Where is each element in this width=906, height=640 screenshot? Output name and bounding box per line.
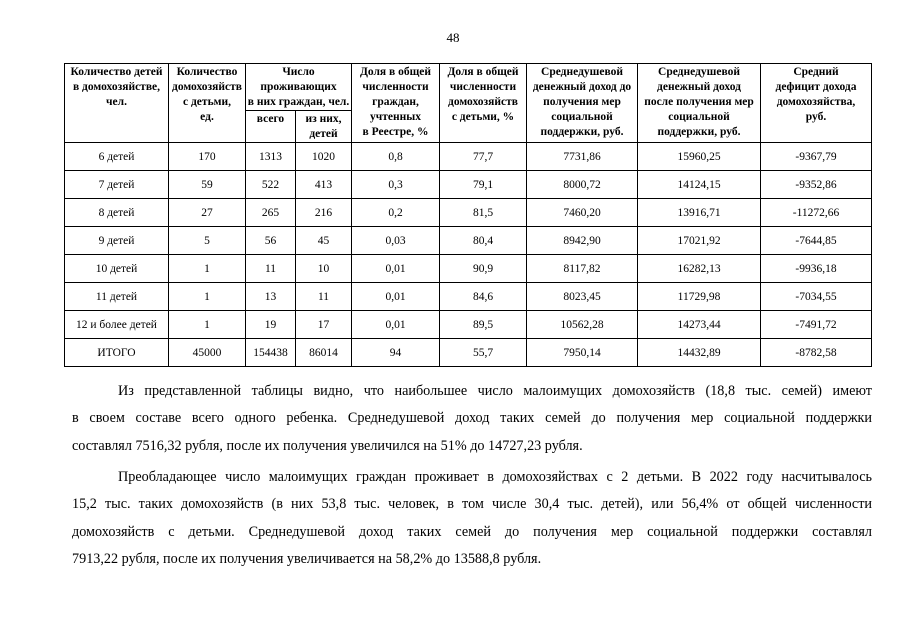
cell-share-households: 90,9 — [440, 255, 527, 283]
cell-share-households: 77,7 — [440, 143, 527, 171]
paragraph-line: домохозяйств с детьми. Среднедушевой доход таких семей до получения мер социальной поддержки составлял — [72, 523, 872, 540]
cell-share-citizens: 0,3 — [352, 171, 440, 199]
cell-income-after: 11729,98 — [638, 283, 761, 311]
cell-households: 27 — [169, 199, 246, 227]
cell-total: 154438 — [246, 339, 296, 367]
paragraph-line: Преобладающее число малоимущих граждан проживает в домохозяйствах с 2 детьми. В 2022 году насчитывалось — [118, 469, 872, 485]
cell-total: 522 — [246, 171, 296, 199]
table-row — [65, 311, 872, 339]
cell-label: 7 детей — [65, 171, 169, 199]
cell-deficit: -7491,72 — [761, 311, 872, 339]
header-share-households: Доля в общей численности домохозяйств с детьми, % — [440, 64, 527, 143]
cell-share-citizens: 94 — [352, 339, 440, 367]
cell-income-after: 17021,92 — [638, 227, 761, 255]
cell-income-before: 7460,20 — [527, 199, 638, 227]
table-row — [65, 227, 872, 255]
cell-share-citizens: 0,01 — [352, 255, 440, 283]
cell-total: 19 — [246, 311, 296, 339]
cell-children: 10 — [296, 255, 352, 283]
header-residents-group: Число проживающих в них граждан, чел. — [246, 64, 352, 111]
paragraph-two-children — [72, 464, 872, 573]
cell-deficit: -7644,85 — [761, 227, 872, 255]
cell-share-citizens: 0,2 — [352, 199, 440, 227]
header-residents-total: всего — [246, 111, 296, 143]
cell-total: 56 — [246, 227, 296, 255]
cell-share-citizens: 0,01 — [352, 311, 440, 339]
header-income-after: Среднедушевой денежный доход после получения мер социальной поддержки, руб. — [638, 64, 761, 143]
cell-households: 170 — [169, 143, 246, 171]
cell-label: 6 детей — [65, 143, 169, 171]
cell-income-after: 15960,25 — [638, 143, 761, 171]
cell-deficit: -9936,18 — [761, 255, 872, 283]
cell-deficit: -7034,55 — [761, 283, 872, 311]
cell-income-after: 14273,44 — [638, 311, 761, 339]
header-share-citizens: Доля в общей численности граждан, учтенных в Реестре, % — [352, 64, 440, 143]
cell-share-households: 55,7 — [440, 339, 527, 367]
header-households: Количество домохозяйств с детьми, ед. — [169, 64, 246, 143]
cell-children: 86014 — [296, 339, 352, 367]
cell-income-before: 8023,45 — [527, 283, 638, 311]
paragraph-line: 7913,22 рубля, после их получения увеличивается на 58,2% до 13588,8 рубля. — [72, 550, 542, 567]
cell-total: 265 — [246, 199, 296, 227]
cell-income-before: 7731,86 — [527, 143, 638, 171]
cell-share-citizens: 0,8 — [352, 143, 440, 171]
cell-income-before: 10562,28 — [527, 311, 638, 339]
cell-income-after: 13916,71 — [638, 199, 761, 227]
paragraph-line: составлял 7516,32 рубля, после их получения увеличился на 51% до 14727,23 рубля. — [72, 437, 583, 454]
cell-share-households: 80,4 — [440, 227, 527, 255]
cell-children: 413 — [296, 171, 352, 199]
cell-children: 17 — [296, 311, 352, 339]
cell-income-after: 14124,15 — [638, 171, 761, 199]
table-row — [65, 199, 872, 227]
cell-deficit: -9352,86 — [761, 171, 872, 199]
cell-children: 45 — [296, 227, 352, 255]
cell-income-before: 8942,90 — [527, 227, 638, 255]
table-body — [65, 143, 872, 367]
cell-share-households: 84,6 — [440, 283, 527, 311]
cell-households: 45000 — [169, 339, 246, 367]
cell-label: 8 детей — [65, 199, 169, 227]
cell-deficit: -8782,58 — [761, 339, 872, 367]
cell-deficit: -9367,79 — [761, 143, 872, 171]
cell-income-after: 16282,13 — [638, 255, 761, 283]
cell-share-households: 79,1 — [440, 171, 527, 199]
cell-income-before: 7950,14 — [527, 339, 638, 367]
cell-households: 1 — [169, 283, 246, 311]
table-row — [65, 171, 872, 199]
cell-share-citizens: 0,01 — [352, 283, 440, 311]
cell-label: 10 детей — [65, 255, 169, 283]
cell-households: 1 — [169, 311, 246, 339]
cell-label: 9 детей — [65, 227, 169, 255]
cell-income-after: 14432,89 — [638, 339, 761, 367]
cell-total: 11 — [246, 255, 296, 283]
cell-households: 5 — [169, 227, 246, 255]
cell-total: 1313 — [246, 143, 296, 171]
paragraph-line: в своем составе всего одного ребенка. Среднедушевой доход таких семей до получения мер социальной поддержки — [72, 410, 872, 427]
cell-label: 12 и более детей — [65, 311, 169, 339]
cell-share-households: 89,5 — [440, 311, 527, 339]
cell-deficit: -11272,66 — [761, 199, 872, 227]
header-children-count: Количество детей в домохозяйстве, чел. — [65, 64, 169, 143]
header-deficit: Средний дефицит дохода домохозяйства, руб. — [761, 64, 872, 143]
cell-children: 11 — [296, 283, 352, 311]
table-row-total — [65, 339, 872, 367]
header-residents-children: из них, детей — [296, 111, 352, 143]
paragraph-line: Из представленной таблицы видно, что наибольшее число малоимущих домохозяйств (18,8 тыс. семей) имеют — [118, 383, 872, 399]
cell-share-households: 81,5 — [440, 199, 527, 227]
cell-income-before: 8117,82 — [527, 255, 638, 283]
paragraph-one-child — [72, 378, 872, 460]
paragraph-line: 15,2 тыс. таких домохозяйств (в них 53,8 тыс. человек, в том числе 30,4 тыс. детей), или 56,4% от общей численности — [72, 496, 872, 513]
page-number: 48 — [446, 30, 460, 45]
cell-label: ИТОГО — [65, 339, 169, 367]
table-row — [65, 143, 872, 171]
cell-share-citizens: 0,03 — [352, 227, 440, 255]
cell-income-before: 8000,72 — [527, 171, 638, 199]
cell-total: 13 — [246, 283, 296, 311]
header-income-before: Среднедушевой денежный доход до получения мер социальной поддержки, руб. — [527, 64, 638, 143]
cell-households: 1 — [169, 255, 246, 283]
statistics-table — [64, 63, 872, 367]
cell-households: 59 — [169, 171, 246, 199]
cell-children: 1020 — [296, 143, 352, 171]
table-row — [65, 283, 872, 311]
cell-children: 216 — [296, 199, 352, 227]
table-row — [65, 255, 872, 283]
cell-label: 11 детей — [65, 283, 169, 311]
